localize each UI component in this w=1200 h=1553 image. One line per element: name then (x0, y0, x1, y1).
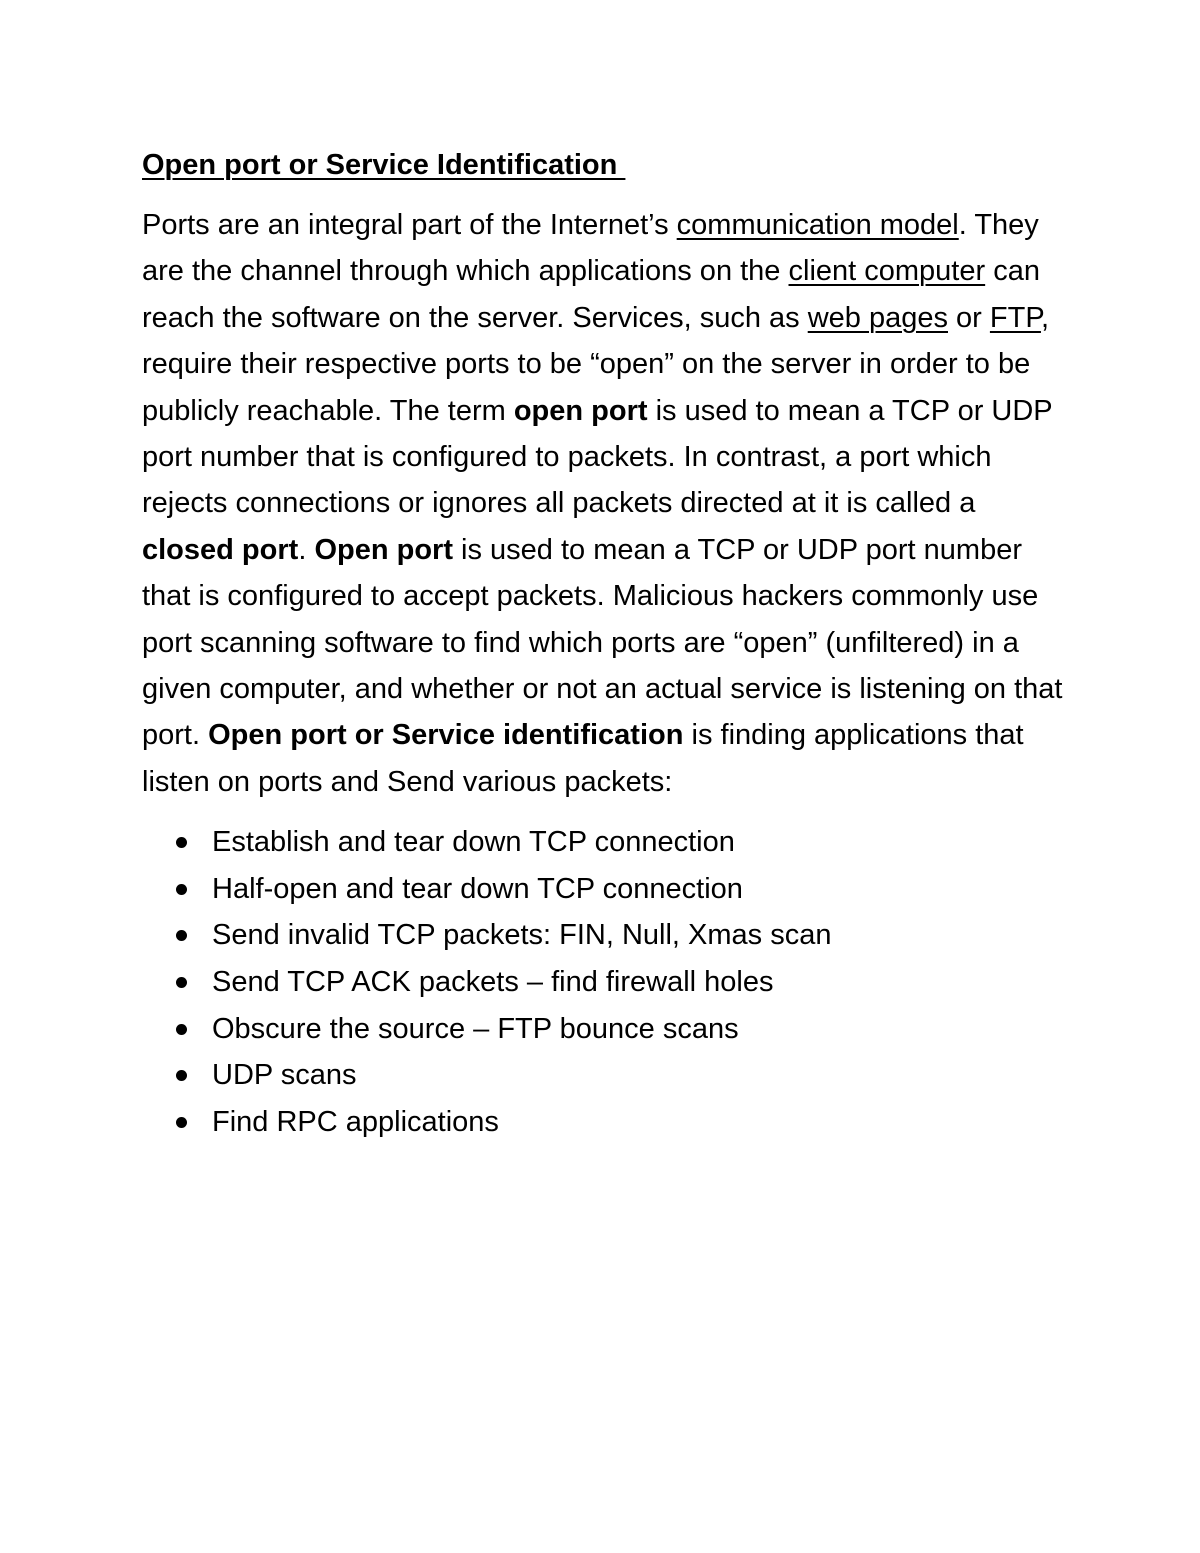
bullet-list (142, 819, 1072, 1145)
bullet-icon (176, 930, 187, 941)
body-paragraph (142, 202, 1072, 805)
list-item-text: UDP scans (212, 1059, 357, 1092)
text-segment: can reach the software on the server. Services, such as (142, 255, 1040, 334)
list-item (142, 1052, 1072, 1099)
web-pages-link[interactable]: web pages (807, 301, 948, 334)
list-item-text: Obscure the source – FTP bounce scans (212, 1012, 739, 1045)
bold-term-open-port: open port (513, 394, 648, 427)
ftp-link[interactable]: FTP (989, 301, 1041, 334)
list-item-text: Find RPC applications (212, 1105, 499, 1138)
list-item (142, 1006, 1072, 1053)
list-item (142, 912, 1072, 959)
list-item (142, 819, 1072, 866)
bold-term-closed-port: closed port (142, 533, 299, 566)
bold-term-open-port-2: Open port (314, 533, 453, 566)
bullet-icon (176, 977, 187, 988)
list-item-text: Establish and tear down TCP connection (212, 826, 735, 859)
text-segment: is used to mean a TCP or UDP port number that is configured to accept packets. Malicious hackers commonly use port scanning software to find which ports are “open” (unfiltered) in a given computer, and whether or not an actual service is listening on that port. (142, 533, 1063, 752)
text-segment: . (298, 533, 315, 566)
client-computer-link[interactable]: client computer (788, 255, 986, 288)
document-page (142, 142, 1072, 1145)
list-item-text: Send invalid TCP packets: FIN, Null, Xmas scan (212, 919, 832, 952)
list-item-text: Send TCP ACK packets – find firewall holes (212, 966, 774, 999)
communication-model-link[interactable]: communication model (676, 209, 959, 241)
list-item (142, 959, 1072, 1006)
list-item (142, 1099, 1072, 1146)
document-title: Open port or Service Identification (142, 149, 626, 181)
list-item (142, 866, 1072, 913)
bullet-icon (176, 884, 187, 895)
text-segment: , require their respective ports to be “open” on the server in order to be publicly reachable. The term (142, 301, 1050, 427)
text-segment: Ports are an integral part of the Internet’s (142, 209, 677, 241)
bullet-icon (176, 1117, 187, 1128)
bullet-icon (176, 1024, 187, 1035)
text-segment: is finding applications that listen on ports and Send various packets: (142, 719, 1024, 798)
text-segment: or (948, 301, 990, 334)
bullet-icon (176, 1070, 187, 1081)
bold-term-open-port-service-identification: Open port or Service identification (208, 719, 684, 752)
text-segment: . They are the channel through which applications on the (142, 209, 1039, 288)
text-segment: is used to mean a TCP or UDP port number that is configured to packets. In contrast, a port which rejects connections or ignores all packets directed at it is called a (142, 394, 1053, 520)
list-item-text: Half-open and tear down TCP connection (212, 872, 743, 905)
bullet-icon (176, 837, 187, 848)
